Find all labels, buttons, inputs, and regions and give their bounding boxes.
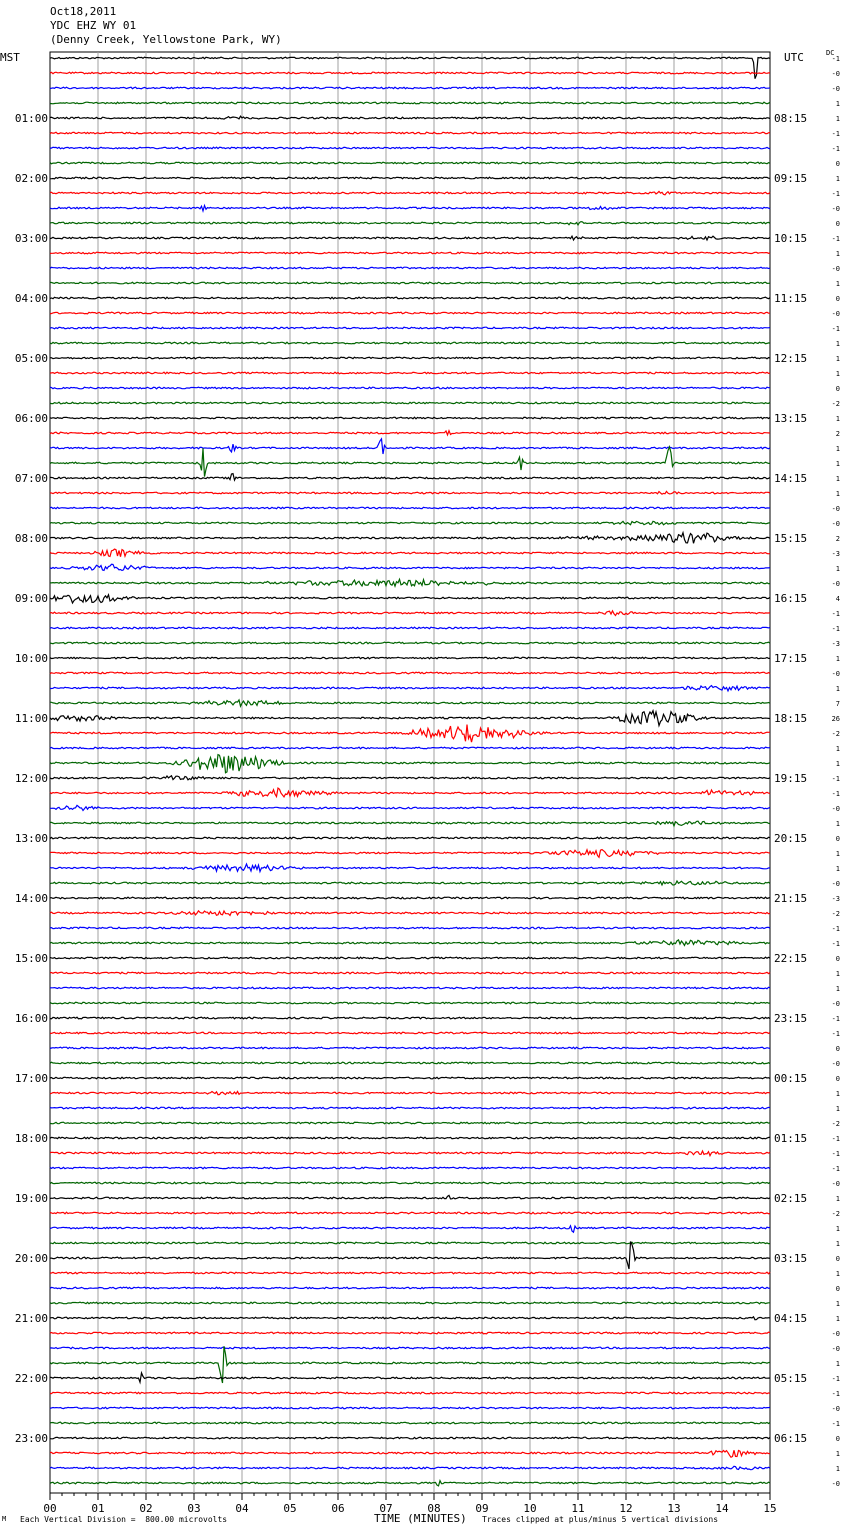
x-tick-label: 10 (523, 1502, 537, 1515)
dc-offset-value: 1 (835, 970, 840, 978)
dc-offset-value: -1 (831, 1015, 840, 1023)
dc-offset-value: -1 (831, 610, 840, 618)
dc-offset-value: 0 (835, 385, 840, 393)
trace-line (50, 1195, 770, 1199)
dc-offset-value: -3 (831, 895, 840, 903)
dc-offset-value: 1 (835, 1465, 840, 1473)
dc-offset-value: -0 (831, 310, 840, 318)
trace-line (50, 725, 770, 743)
dc-offset-value: 1 (835, 355, 840, 363)
trace-line (50, 447, 770, 477)
dc-offset-value: 0 (835, 220, 840, 228)
dc-offset-value: -2 (831, 910, 840, 918)
left-hour-label: 05:00 (14, 352, 48, 365)
trace-line (50, 864, 770, 872)
trace-line (50, 1466, 770, 1469)
trace-line (50, 87, 770, 89)
left-hour-label: 23:00 (14, 1432, 48, 1445)
trace-line (50, 642, 770, 644)
trace-line (50, 972, 770, 974)
dc-offset-value: 1 (835, 445, 840, 453)
dc-offset-value: 1 (835, 100, 840, 108)
dc-offset-value: 0 (835, 1435, 840, 1443)
right-hour-label: 02:15 (774, 1192, 808, 1205)
dc-offset-value: -1 (831, 55, 840, 63)
x-tick-label: 04 (235, 1502, 249, 1515)
dc-offset-value: -2 (831, 1210, 840, 1218)
trace-line (50, 881, 770, 885)
dc-offset-value: 0 (835, 1045, 840, 1053)
left-hour-label: 01:00 (14, 112, 48, 125)
right-hour-label: 23:15 (774, 1012, 808, 1025)
trace-line (50, 222, 770, 225)
trace-line (50, 1373, 770, 1382)
trace-line (50, 162, 770, 164)
dc-offset-value: -2 (831, 730, 840, 738)
right-hour-label: 05:15 (774, 1372, 808, 1385)
left-hour-label: 19:00 (14, 1192, 48, 1205)
dc-offset-value: -1 (831, 1030, 840, 1038)
trace-line (50, 342, 770, 344)
dc-offset-value: -0 (831, 1345, 840, 1353)
trace-line (50, 987, 770, 989)
left-hour-label: 13:00 (14, 832, 48, 845)
trace-line (50, 1450, 770, 1457)
right-hour-label: 09:15 (774, 172, 808, 185)
trace-line (50, 957, 770, 959)
trace-line (50, 821, 770, 826)
dc-offset-value: -1 (831, 790, 840, 798)
dc-offset-value: -1 (831, 625, 840, 633)
left-hour-label: 11:00 (14, 712, 48, 725)
x-axis-label: TIME (MINUTES) (374, 1512, 467, 1525)
scale-note: Each Vertical Division = 800.00 microvolts (20, 1515, 228, 1524)
trace-line (50, 267, 770, 269)
dc-offset-value: -0 (831, 1405, 840, 1413)
right-hour-label: 20:15 (774, 832, 808, 845)
trace-line (50, 1167, 770, 1169)
dc-offset-value: 1 (835, 1225, 840, 1233)
trace-line (50, 700, 770, 706)
left-hour-label: 08:00 (14, 532, 48, 545)
dc-offset-value: 2 (835, 535, 840, 543)
dc-offset-value: -0 (831, 520, 840, 528)
trace-line (50, 1242, 770, 1244)
dc-offset-header: DC (826, 49, 835, 57)
right-hour-label: 11:15 (774, 292, 808, 305)
trace-line (50, 1422, 770, 1424)
x-tick-label: 13 (667, 1502, 681, 1515)
trace-line (50, 1347, 770, 1349)
trace-line (50, 1481, 770, 1486)
trace-line (50, 357, 770, 359)
right-hour-label: 21:15 (774, 892, 808, 905)
trace-line (50, 627, 770, 629)
dc-offset-value: -1 (831, 925, 840, 933)
trace-line (50, 1212, 770, 1214)
dc-offset-value: 0 (835, 1285, 840, 1293)
dc-offset-value: 0 (835, 1255, 840, 1263)
dc-offset-value: -0 (831, 1180, 840, 1188)
right-hour-label: 22:15 (774, 952, 808, 965)
dc-offset-value: 1 (835, 850, 840, 858)
trace-line (50, 102, 770, 104)
dc-offset-value: -1 (831, 1420, 840, 1428)
trace-line (50, 312, 770, 314)
right-hour-label: 10:15 (774, 232, 808, 245)
dc-offset-value: -0 (831, 265, 840, 273)
dc-offset-value: -0 (831, 1060, 840, 1068)
trace-line (50, 439, 770, 454)
x-tick-label: 00 (43, 1502, 57, 1515)
dc-offset-value: -1 (831, 190, 840, 198)
dc-offset-value: 1 (835, 1195, 840, 1203)
dc-offset-value: 1 (835, 250, 840, 258)
station-code: YDC EHZ WY 01 (50, 19, 137, 32)
dc-offset-value: -2 (831, 400, 840, 408)
dc-offset-value: 1 (835, 175, 840, 183)
trace-line (50, 711, 770, 726)
dc-offset-value: 1 (835, 370, 840, 378)
dc-offset-value: 26 (831, 715, 840, 723)
right-timezone-label: UTC (784, 51, 804, 64)
trace-line (50, 1077, 770, 1079)
trace-line (50, 1151, 770, 1156)
right-hour-label: 12:15 (774, 352, 808, 365)
x-tick-label: 06 (331, 1502, 345, 1515)
trace-line (50, 57, 770, 78)
trace-line (50, 147, 770, 149)
left-hour-label: 15:00 (14, 952, 48, 965)
right-hour-label: 19:15 (774, 772, 808, 785)
trace-line (50, 940, 770, 946)
dc-offset-value: 1 (835, 745, 840, 753)
x-tick-label: 07 (379, 1502, 393, 1515)
dc-offset-value: 1 (835, 820, 840, 828)
x-tick-label: 14 (715, 1502, 729, 1515)
trace-line (50, 579, 770, 586)
trace-line (50, 236, 770, 240)
x-tick-label: 09 (475, 1502, 489, 1515)
dc-offset-value: -3 (831, 550, 840, 558)
trace-line (50, 1242, 770, 1270)
dc-offset-value: 7 (835, 700, 840, 708)
x-tick-label: 15 (763, 1502, 777, 1515)
trace-line (50, 1032, 770, 1034)
dc-offset-value: -1 (831, 1375, 840, 1383)
dc-offset-value: 1 (835, 460, 840, 468)
trace-line (50, 611, 770, 616)
dc-offset-value: 1 (835, 340, 840, 348)
station-location: (Denny Creek, Yellowstone Park, WY) (50, 33, 282, 46)
right-hour-label: 13:15 (774, 412, 808, 425)
trace-line (50, 911, 770, 916)
x-tick-label: 05 (283, 1502, 297, 1515)
left-hour-label: 22:00 (14, 1372, 48, 1385)
trace-line (50, 755, 770, 773)
dc-offset-value: 1 (835, 475, 840, 483)
dc-offset-value: 1 (835, 985, 840, 993)
left-hour-label: 20:00 (14, 1252, 48, 1265)
trace-line (50, 521, 770, 525)
left-hour-label: 12:00 (14, 772, 48, 785)
dc-offset-value: -1 (831, 940, 840, 948)
right-hour-label: 14:15 (774, 472, 808, 485)
right-hour-label: 17:15 (774, 652, 808, 665)
dc-offset-value: -2 (831, 1120, 840, 1128)
trace-line (50, 1392, 770, 1394)
right-hour-label: 01:15 (774, 1132, 808, 1145)
left-hour-label: 16:00 (14, 1012, 48, 1025)
trace-line (50, 1317, 770, 1320)
trace-line (50, 252, 770, 254)
dc-offset-value: 0 (835, 160, 840, 168)
dc-offset-value: 1 (835, 565, 840, 573)
dc-offset-value: -0 (831, 1330, 840, 1338)
trace-line (50, 672, 770, 674)
dc-offset-value: -0 (831, 805, 840, 813)
dc-offset-value: 1 (835, 1300, 840, 1308)
trace-line (50, 402, 770, 404)
dc-offset-value: 1 (835, 1240, 840, 1248)
right-hour-label: 15:15 (774, 532, 808, 545)
trace-line (50, 927, 770, 929)
corner-mark: M (2, 1515, 7, 1523)
dc-offset-value: -1 (831, 775, 840, 783)
left-hour-label: 03:00 (14, 232, 48, 245)
dc-offset-value: 1 (835, 685, 840, 693)
dc-offset-value: 0 (835, 835, 840, 843)
trace-line (50, 1407, 770, 1409)
right-hour-label: 04:15 (774, 1312, 808, 1325)
dc-offset-value: -1 (831, 235, 840, 243)
trace-line (50, 595, 770, 603)
trace-line (50, 897, 770, 899)
dc-offset-value: 4 (835, 595, 840, 603)
left-hour-label: 21:00 (14, 1312, 48, 1325)
trace-line (50, 1272, 770, 1274)
trace-line (50, 1107, 770, 1109)
left-hour-label: 04:00 (14, 292, 48, 305)
right-hour-label: 03:15 (774, 1252, 808, 1265)
dc-offset-value: 1 (835, 1105, 840, 1113)
dc-offset-value: -1 (831, 325, 840, 333)
trace-line (50, 431, 770, 435)
dc-offset-value: -0 (831, 1000, 840, 1008)
trace-line (50, 327, 770, 329)
trace-line (50, 72, 770, 74)
trace-line (50, 1182, 770, 1184)
dc-offset-value: -0 (831, 70, 840, 78)
dc-offset-value: -1 (831, 130, 840, 138)
trace-line (50, 1092, 770, 1095)
trace-line (50, 805, 770, 810)
dc-offset-value: 1 (835, 865, 840, 873)
trace-line (50, 177, 770, 179)
x-tick-label: 03 (187, 1502, 201, 1515)
dc-offset-value: 1 (835, 1270, 840, 1278)
dc-offset-value: -0 (831, 205, 840, 213)
dc-offset-value: 1 (835, 1360, 840, 1368)
trace-line (50, 1437, 770, 1439)
trace-line (50, 837, 770, 839)
dc-offset-value: -0 (831, 580, 840, 588)
trace-line (50, 657, 770, 659)
trace-line (50, 1226, 770, 1232)
dc-offset-value: -1 (831, 145, 840, 153)
x-tick-label: 08 (427, 1502, 441, 1515)
dc-offset-value: 1 (835, 1315, 840, 1323)
left-hour-label: 06:00 (14, 412, 48, 425)
trace-line (50, 850, 770, 858)
dc-offset-value: 1 (835, 280, 840, 288)
dc-offset-value: -0 (831, 85, 840, 93)
left-hour-label: 02:00 (14, 172, 48, 185)
dc-offset-value: -0 (831, 1480, 840, 1488)
trace-line (50, 417, 770, 419)
right-hour-label: 18:15 (774, 712, 808, 725)
trace-line (50, 564, 770, 570)
trace-line (50, 686, 770, 691)
trace-line (50, 297, 770, 299)
dc-offset-value: -0 (831, 880, 840, 888)
trace-line (50, 1017, 770, 1019)
left-hour-label: 18:00 (14, 1132, 48, 1145)
dc-offset-value: 0 (835, 1075, 840, 1083)
trace-line (50, 282, 770, 284)
trace-line (50, 387, 770, 389)
x-tick-label: 02 (139, 1502, 153, 1515)
dc-offset-value: 1 (835, 415, 840, 423)
trace-line (50, 507, 770, 509)
trace-line (50, 549, 770, 557)
dc-offset-value: 1 (835, 1450, 840, 1458)
clip-note: Traces clipped at plus/minus 5 vertical divisions (482, 1515, 719, 1524)
dc-offset-value: 0 (835, 955, 840, 963)
trace-line (50, 132, 770, 134)
left-hour-label: 14:00 (14, 892, 48, 905)
trace-line (50, 372, 770, 374)
dc-offset-value: 1 (835, 1090, 840, 1098)
trace-line (50, 747, 770, 749)
dc-offset-value: -0 (831, 670, 840, 678)
trace-line (50, 116, 770, 119)
dc-offset-value: 2 (835, 430, 840, 438)
dc-offset-value: -1 (831, 1135, 840, 1143)
trace-line (50, 1047, 770, 1049)
dc-offset-value: 1 (835, 490, 840, 498)
dc-offset-value: 0 (835, 295, 840, 303)
dc-offset-value: 1 (835, 115, 840, 123)
plot-date: Oct18,2011 (50, 5, 117, 18)
dc-offset-value: -0 (831, 505, 840, 513)
left-hour-label: 09:00 (14, 592, 48, 605)
trace-line (50, 788, 770, 797)
dc-offset-value: 1 (835, 655, 840, 663)
dc-offset-value: -1 (831, 1165, 840, 1173)
right-hour-label: 08:15 (774, 112, 808, 125)
x-tick-label: 01 (91, 1502, 105, 1515)
left-hour-label: 10:00 (14, 652, 48, 665)
right-hour-label: 16:15 (774, 592, 808, 605)
trace-line (50, 491, 770, 494)
dc-offset-value: -3 (831, 640, 840, 648)
trace-line (50, 533, 770, 544)
left-hour-label: 17:00 (14, 1072, 48, 1085)
x-tick-label: 12 (619, 1502, 633, 1515)
trace-line (50, 1062, 770, 1064)
left-hour-label: 07:00 (14, 472, 48, 485)
trace-line (50, 776, 770, 780)
trace-line (50, 1002, 770, 1004)
trace-line (50, 1137, 770, 1139)
dc-offset-value: 1 (835, 760, 840, 768)
trace-line (50, 206, 770, 211)
trace-line (50, 1287, 770, 1289)
right-hour-label: 00:15 (774, 1072, 808, 1085)
trace-line (50, 191, 770, 194)
left-timezone-label: MST (0, 51, 20, 64)
trace-line (50, 1122, 770, 1124)
trace-line (50, 474, 770, 481)
right-hour-label: 06:15 (774, 1432, 808, 1445)
trace-line (50, 1302, 770, 1304)
x-tick-label: 11 (571, 1502, 585, 1515)
dc-offset-value: -1 (831, 1150, 840, 1158)
trace-line (50, 1332, 770, 1334)
dc-offset-value: -1 (831, 1390, 840, 1398)
